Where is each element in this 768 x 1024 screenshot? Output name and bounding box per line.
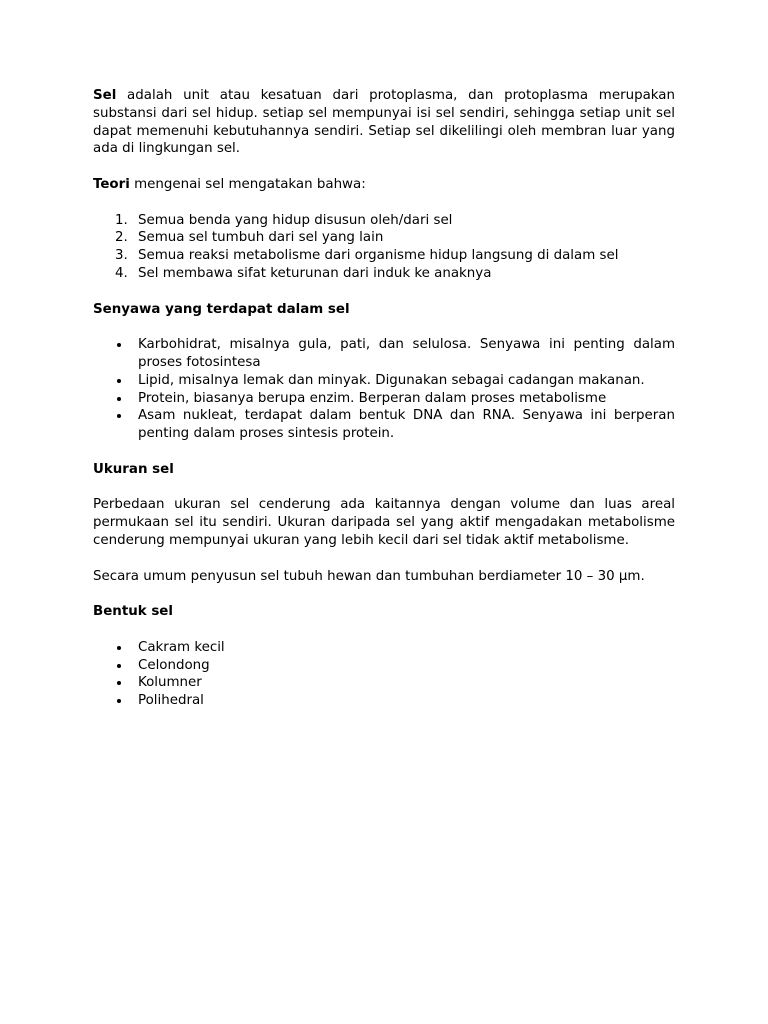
bullet-icon <box>117 699 121 703</box>
list-item-text: Semua sel tumbuh dari sel yang lain <box>138 230 384 246</box>
list-number: 3. <box>115 248 128 264</box>
ukuran-paragraph-2: Secara umum penyusun sel tubuh hewan dan tumbuhan berdiameter 10 – 30 µm. <box>93 568 645 584</box>
teori-paragraph <box>93 176 675 194</box>
list-number: 2. <box>115 230 128 246</box>
list-item-text: Lipid, misalnya lemak dan minyak. Digunakan sebagai cadangan makanan. <box>138 372 645 388</box>
intro-paragraph <box>93 87 675 158</box>
list-item-text: Karbohidrat, misalnya gula, pati, dan selulosa. Senyawa ini penting dalam proses fotosintesa <box>138 337 675 370</box>
list-item-text: Protein, biasanya berupa enzim. Berperan dalam proses metabolisme <box>138 390 607 406</box>
list-item <box>93 390 675 408</box>
bullet-icon <box>117 646 121 650</box>
list-item <box>93 674 675 692</box>
intro-text: adalah unit atau kesatuan dari protoplasma, dan protoplasma merupakan substansi dari sel hidup. setiap sel mempunyai isi sel sendiri, sehingga setiap unit sel dapat memenuhi kebutuhannya sendiri. Setiap sel dikelilingi oleh membran luar yang ada di lingkungan sel. <box>93 88 675 157</box>
list-item <box>93 336 675 372</box>
list-item <box>93 372 675 390</box>
list-item-text: Sel membawa sifat keturunan dari induk ke anaknya <box>138 265 492 281</box>
document-page <box>93 87 675 728</box>
senyawa-heading: Senyawa yang terdapat dalam sel <box>93 301 350 317</box>
list-number: 4. <box>115 265 128 281</box>
list-item <box>93 639 675 657</box>
list-item-text: Polihedral <box>138 693 204 709</box>
ukuran-paragraph-1: Perbedaan ukuran sel cenderung ada kaitannya dengan volume dan luas areal permukaan sel itu sendiri. Ukuran daripada sel yang aktif mengadakan metabolisme cenderung mempunyai ukuran yang lebih kecil dari sel tidak aktif metabolisme. <box>93 497 675 548</box>
teori-term: Teori <box>93 176 130 192</box>
list-item-text: Celondong <box>138 657 210 673</box>
list-item <box>93 692 675 710</box>
list-item-text: Asam nukleat, terdapat dalam bentuk DNA dan RNA. Senyawa ini berperan penting dalam proses sintesis protein. <box>138 408 675 442</box>
list-item <box>93 247 675 265</box>
list-item-text: Semua benda yang hidup disusun oleh/dari sel <box>138 212 453 228</box>
bullet-icon <box>117 681 121 685</box>
bentuk-heading: Bentuk sel <box>93 604 173 620</box>
ukuran-heading: Ukuran sel <box>93 461 174 477</box>
bullet-icon <box>117 343 121 347</box>
list-item <box>93 657 675 675</box>
bullet-icon <box>117 397 121 401</box>
list-item <box>93 212 675 230</box>
list-item-text: Cakram kecil <box>138 639 225 655</box>
list-item <box>93 265 675 283</box>
list-number: 1. <box>115 212 128 228</box>
teori-list <box>93 212 675 283</box>
bullet-icon <box>117 379 121 383</box>
list-item-text: Kolumner <box>138 675 202 691</box>
bullet-icon <box>117 664 121 668</box>
senyawa-list <box>93 336 675 443</box>
list-item <box>93 229 675 247</box>
bentuk-list <box>93 639 675 710</box>
list-item <box>93 407 675 443</box>
list-item-text: Semua reaksi metabolisme dari organisme hidup langsung di dalam sel <box>138 248 619 264</box>
bullet-icon <box>117 414 121 418</box>
teori-text: mengenai sel mengatakan bahwa: <box>129 176 366 192</box>
intro-term: Sel <box>93 88 117 103</box>
